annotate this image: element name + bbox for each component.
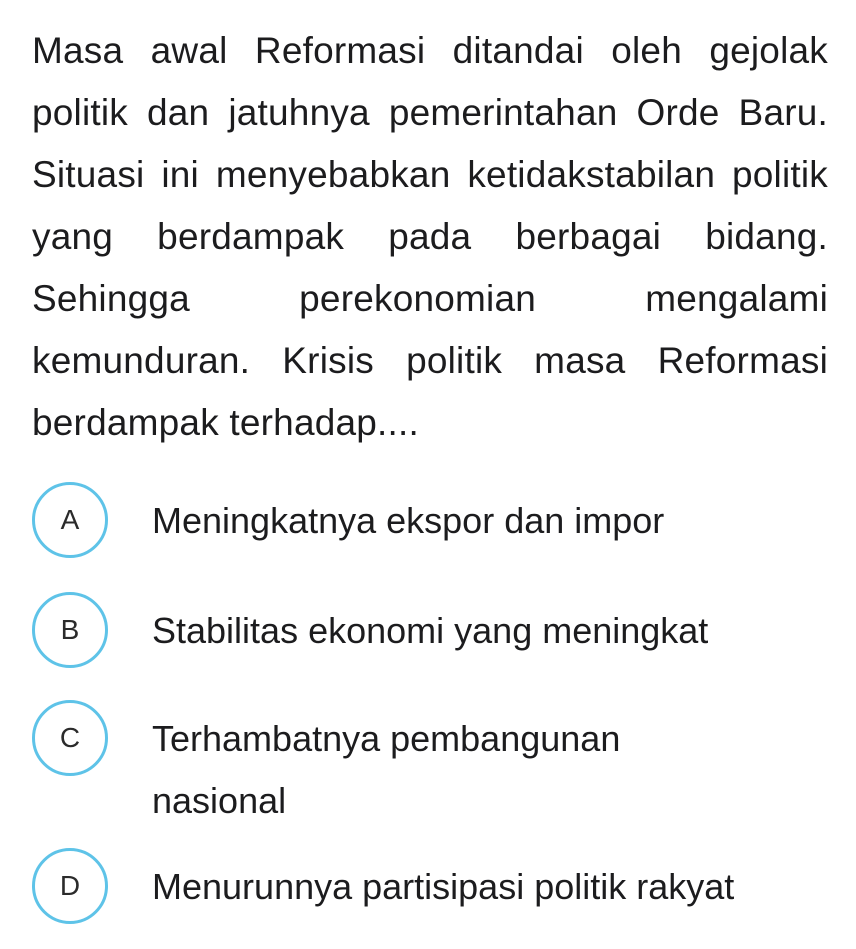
option-d-label[interactable]: Menurunnya partisipasi politik rakyat [152, 866, 735, 907]
option-a-label[interactable]: Meningkatnya ekspor dan impor [152, 500, 665, 541]
option-c-circle[interactable]: C [32, 700, 108, 776]
option-b-label[interactable]: Stabilitas ekonomi yang meningkat [152, 610, 709, 651]
option-a-circle[interactable]: A [32, 482, 108, 558]
option-d-circle[interactable]: D [32, 848, 108, 924]
option-c-label[interactable]: Terhambatnya pembangunan nasional [152, 718, 621, 821]
option-b[interactable] [30, 592, 830, 682]
option-c[interactable] [30, 700, 830, 821]
question-text: Masa awal Reformasi ditandai oleh gejolak politik dan jatuhnya pemerintahan Orde Baru. Situasi ini menyebabkan ketidakstabilan politik yang berdampak pada berbagai bidang. Sehingga perekonomian mengalami kemunduran. Krisis politik masa Reformasi berdampak terhadap.... [32, 30, 828, 443]
option-d[interactable] [30, 848, 830, 938]
option-a[interactable] [30, 482, 830, 572]
option-b-circle[interactable]: B [32, 592, 108, 668]
